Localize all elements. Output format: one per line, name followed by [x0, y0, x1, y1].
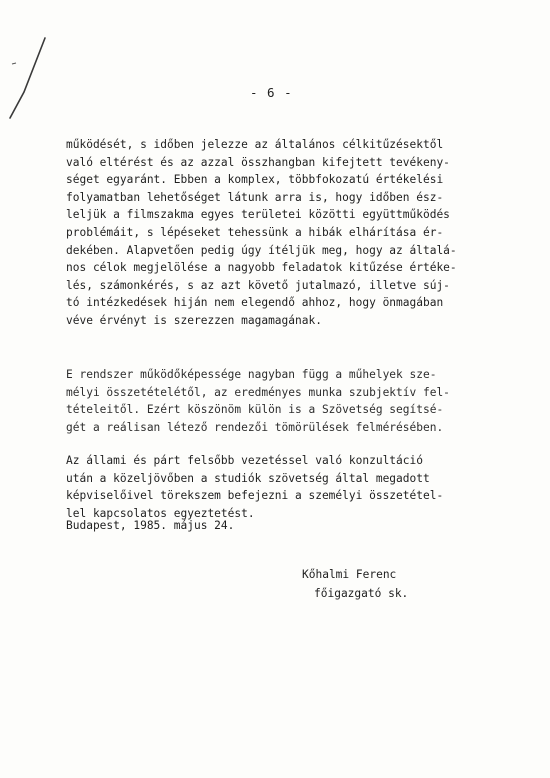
text-line: lés, számonkérés, s az azt követő jutalmazó, illetve súj-: [66, 278, 450, 292]
text-line: E rendszer működőképessége nagyban függ a műhelyek sze-: [66, 368, 437, 381]
text-line: lel kapcsolatos egyeztetést.: [66, 506, 255, 520]
text-line: tételeitől. Ezért köszönöm külön is a Szövetség segítsé-: [66, 403, 444, 417]
text-line: tó intézkedések hiján nem elegendő ahhoz, hogy önmagában: [66, 296, 444, 310]
text-line: Az állami és párt felsőbb vezetéssel való konzultáció: [66, 454, 423, 467]
page-number: - 6 -: [250, 85, 293, 100]
text-line: működését, s időben jelezze az általános célkitűzésektől: [66, 138, 444, 151]
text-line: problémáit, s lépéseket tehessünk a hibák elhárítása ér-: [66, 225, 444, 239]
text-line: mélyi összetételétől, az eredményes munka szubjektív fel-: [66, 385, 450, 399]
text-line: folyamatban lehetőséget látunk arra is, hogy időben ész-: [66, 190, 444, 204]
margin-pencil-mark-icon: [0, 0, 60, 130]
text-line: leljük a filmszakma egyes területei közötti együttműködés: [66, 208, 450, 222]
body-paragraph-1: [66, 136, 506, 330]
text-line: nos célok megjelölése a nagyobb feladatok kitűzése értéke-: [66, 261, 457, 275]
text-line: képviselőivel törekszem befejezni a személyi összetétel-: [66, 489, 444, 503]
text-line: gét a reálisan létező rendezői tömörülések felmérésében.: [66, 420, 444, 434]
text-line: véve érvényt is szerezzen magamagának.: [66, 313, 322, 327]
dateline: Budapest, 1985. május 24.: [66, 519, 235, 532]
signature-block: [302, 565, 408, 603]
signatory-title: főigazgató sk.: [314, 587, 409, 600]
text-line: séget egyaránt. Ebben a komplex, többfokozatú értékelési: [66, 173, 444, 187]
text-line: után a közeljövőben a studiók szövetség által megadott: [66, 471, 430, 485]
body-paragraph-3: [66, 452, 506, 522]
text-line: dekében. Alapvetően pedig úgy ítéljük meg, hogy az általá-: [66, 243, 457, 257]
text-line: való eltérést és az azzal összhangban kifejtett tevékeny-: [66, 155, 450, 169]
body-paragraph-2: [66, 366, 506, 436]
signatory-name: Kőhalmi Ferenc: [302, 568, 397, 581]
